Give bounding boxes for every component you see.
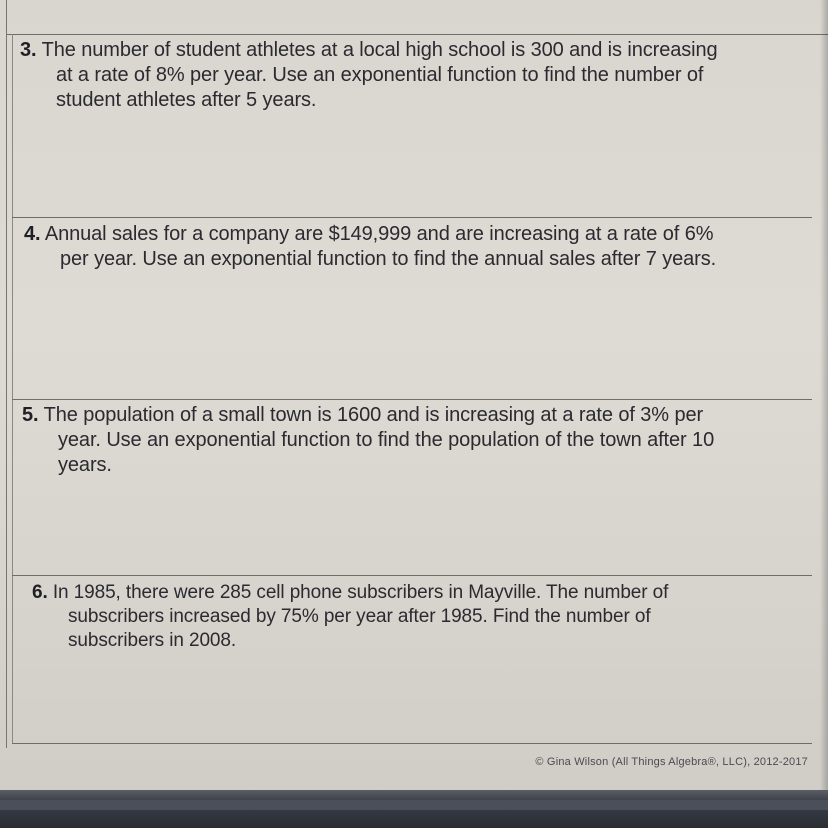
problem-6-text: [32, 581, 668, 653]
page-shadow: [820, 0, 828, 790]
table-left-border: [6, 0, 7, 748]
problem-6-line-3: subscribers in 2008.: [68, 630, 237, 651]
problem-5-number: 5.: [22, 404, 39, 426]
problem-3-line-2: at a rate of 8% per year. Use an exponential function to find the number of: [56, 64, 704, 86]
problem-3-line-1: The number of student athletes at a local high school is 300 and is increasing: [41, 39, 718, 61]
problem-4-number: 4.: [24, 223, 41, 245]
problem-4-line-1: Annual sales for a company are $149,999 and are increasing at a rate of 6%: [44, 223, 714, 245]
worksheet-footer: [0, 744, 828, 784]
problem-6-line-2: subscribers increased by 75% per year after 1985. Find the number of: [68, 606, 651, 627]
problem-3-row: [12, 34, 812, 218]
problem-6-row: [12, 576, 812, 744]
problem-4-row: [12, 218, 812, 400]
problem-3-number: 3.: [20, 39, 37, 61]
problem-5-row: [12, 400, 812, 576]
problem-4-line-2: per year. Use an exponential function to find the annual sales after 7 years.: [60, 248, 717, 270]
problem-5-line-3: years.: [58, 454, 112, 476]
screen-bezel: [0, 790, 828, 828]
problem-3-line-3: student athletes after 5 years.: [56, 89, 317, 111]
problem-4-text: [24, 222, 716, 272]
problem-3-text: [20, 38, 718, 113]
problem-5-text: [22, 403, 714, 478]
worksheet-table: [6, 0, 828, 770]
problem-5-line-2: year. Use an exponential function to find the population of the town after 10: [58, 429, 715, 451]
problem-6-number: 6.: [32, 582, 48, 603]
previous-row-border: [6, 0, 828, 35]
problem-5-line-1: The population of a small town is 1600 and is increasing at a rate of 3% per: [43, 404, 704, 426]
problem-6-line-1: In 1985, there were 285 cell phone subscribers in Mayville. The number of: [52, 582, 669, 603]
copyright-notice: © Gina Wilson (All Things Algebra®, LLC), 2012-2017: [535, 756, 808, 768]
